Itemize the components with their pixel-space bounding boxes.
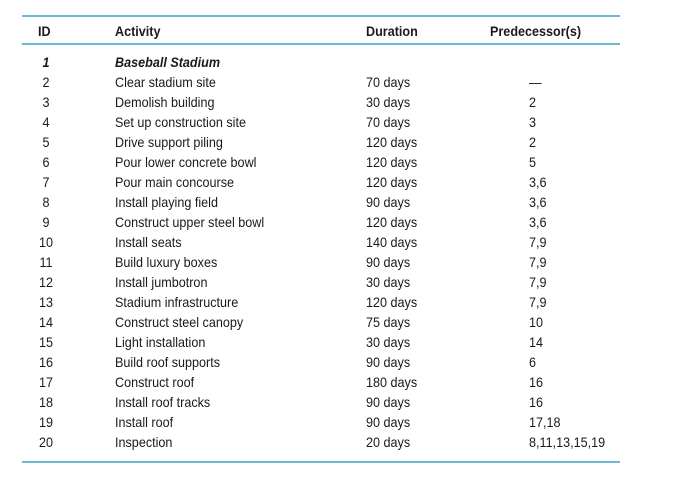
table-row [0, 432, 685, 452]
cell-activity: Demolish building [115, 94, 215, 110]
cell-id: 1 [42, 54, 50, 70]
table-row [0, 272, 685, 292]
cell-predecessors: 7,9 [529, 254, 547, 270]
cell-predecessors: 3,6 [529, 214, 547, 230]
cell-predecessors: 6 [529, 354, 537, 370]
cell-predecessors: 7,9 [529, 294, 547, 310]
cell-activity: Construct roof [115, 374, 195, 390]
cell-duration: 120 days [366, 214, 418, 230]
cell-id: 5 [42, 134, 50, 150]
cell-activity: Stadium infrastructure [115, 294, 239, 310]
table-row [0, 372, 685, 392]
cell-activity: Inspection [115, 434, 173, 450]
cell-predecessors: 2 [529, 134, 537, 150]
cell-predecessors: 17,18 [529, 414, 561, 430]
cell-duration: 90 days [366, 254, 411, 270]
cell-duration: 90 days [366, 414, 411, 430]
cell-id: 19 [38, 414, 54, 430]
cell-predecessors: 10 [529, 314, 544, 330]
table-row [0, 192, 685, 212]
cell-id: 9 [42, 214, 50, 230]
cell-duration: 120 days [366, 134, 418, 150]
cell-duration: 90 days [366, 354, 411, 370]
table-row [0, 112, 685, 132]
table-bottom-rule [22, 461, 620, 463]
cell-duration: 120 days [366, 154, 418, 170]
cell-predecessors: — [529, 74, 542, 90]
cell-activity: Baseball Stadium [115, 54, 221, 70]
header-duration: Duration [366, 23, 418, 39]
cell-duration: 30 days [366, 334, 411, 350]
cell-duration: 180 days [366, 374, 418, 390]
cell-id: 6 [42, 154, 50, 170]
cell-predecessors: 14 [529, 334, 544, 350]
cell-id: 12 [38, 274, 54, 290]
cell-activity: Pour main concourse [115, 174, 235, 190]
cell-duration: 70 days [366, 114, 411, 130]
cell-id: 15 [38, 334, 54, 350]
cell-id: 11 [39, 254, 53, 270]
header-predecessors: Predecessor(s) [490, 23, 582, 39]
cell-duration: 70 days [366, 74, 411, 90]
cell-id: 4 [42, 114, 50, 130]
table-row-group [0, 52, 685, 72]
cell-id: 13 [38, 294, 54, 310]
header-id: ID [38, 23, 51, 39]
cell-duration: 140 days [366, 234, 418, 250]
cell-activity: Install seats [115, 234, 182, 250]
cell-activity: Set up construction site [115, 114, 246, 130]
cell-duration: 20 days [366, 434, 411, 450]
table-row [0, 352, 685, 372]
cell-predecessors: 3,6 [529, 174, 547, 190]
table-body [0, 52, 685, 452]
cell-activity: Build roof supports [115, 354, 221, 370]
cell-activity: Clear stadium site [115, 74, 216, 90]
cell-predecessors: 5 [529, 154, 537, 170]
cell-id: 20 [38, 434, 54, 450]
table-row [0, 232, 685, 252]
cell-duration: 90 days [366, 194, 411, 210]
table-row [0, 72, 685, 92]
cell-duration: 90 days [366, 394, 411, 410]
cell-predecessors: 16 [529, 394, 544, 410]
cell-id: 10 [38, 234, 54, 250]
cell-predecessors: 7,9 [529, 274, 547, 290]
table-row [0, 252, 685, 272]
header-rule [22, 43, 620, 45]
cell-id: 7 [42, 174, 50, 190]
table-row [0, 152, 685, 172]
cell-id: 14 [38, 314, 54, 330]
cell-duration: 30 days [366, 274, 411, 290]
cell-activity: Build luxury boxes [115, 254, 218, 270]
cell-predecessors: 2 [529, 94, 537, 110]
table-row [0, 332, 685, 352]
cell-predecessors: 3,6 [529, 194, 547, 210]
cell-activity: Install jumbotron [115, 274, 208, 290]
table-row [0, 92, 685, 112]
cell-duration: 120 days [366, 174, 418, 190]
table-row [0, 212, 685, 232]
table-top-rule [22, 15, 620, 17]
cell-activity: Pour lower concrete bowl [115, 154, 257, 170]
table-row [0, 172, 685, 192]
cell-duration: 120 days [366, 294, 418, 310]
cell-predecessors: 7,9 [529, 234, 547, 250]
table-row [0, 132, 685, 152]
cell-id: 2 [42, 74, 50, 90]
cell-duration: 30 days [366, 94, 411, 110]
cell-id: 8 [42, 194, 50, 210]
cell-activity: Construct steel canopy [115, 314, 244, 330]
table-row [0, 312, 685, 332]
cell-id: 18 [38, 394, 54, 410]
cell-predecessors: 16 [529, 374, 544, 390]
cell-activity: Light installation [115, 334, 206, 350]
cell-activity: Install roof tracks [115, 394, 211, 410]
cell-id: 17 [38, 374, 54, 390]
cell-activity: Install playing field [115, 194, 218, 210]
cell-activity: Drive support piling [115, 134, 223, 150]
table-row [0, 392, 685, 412]
cell-id: 16 [38, 354, 54, 370]
cell-predecessors: 8,11,13,15,19 [529, 434, 606, 450]
cell-activity: Install roof [115, 414, 174, 430]
cell-predecessors: 3 [529, 114, 537, 130]
table-row [0, 412, 685, 432]
table-row [0, 292, 685, 312]
cell-duration: 75 days [366, 314, 411, 330]
header-activity: Activity [115, 23, 161, 39]
cell-activity: Construct upper steel bowl [115, 214, 265, 230]
cell-id: 3 [42, 94, 50, 110]
